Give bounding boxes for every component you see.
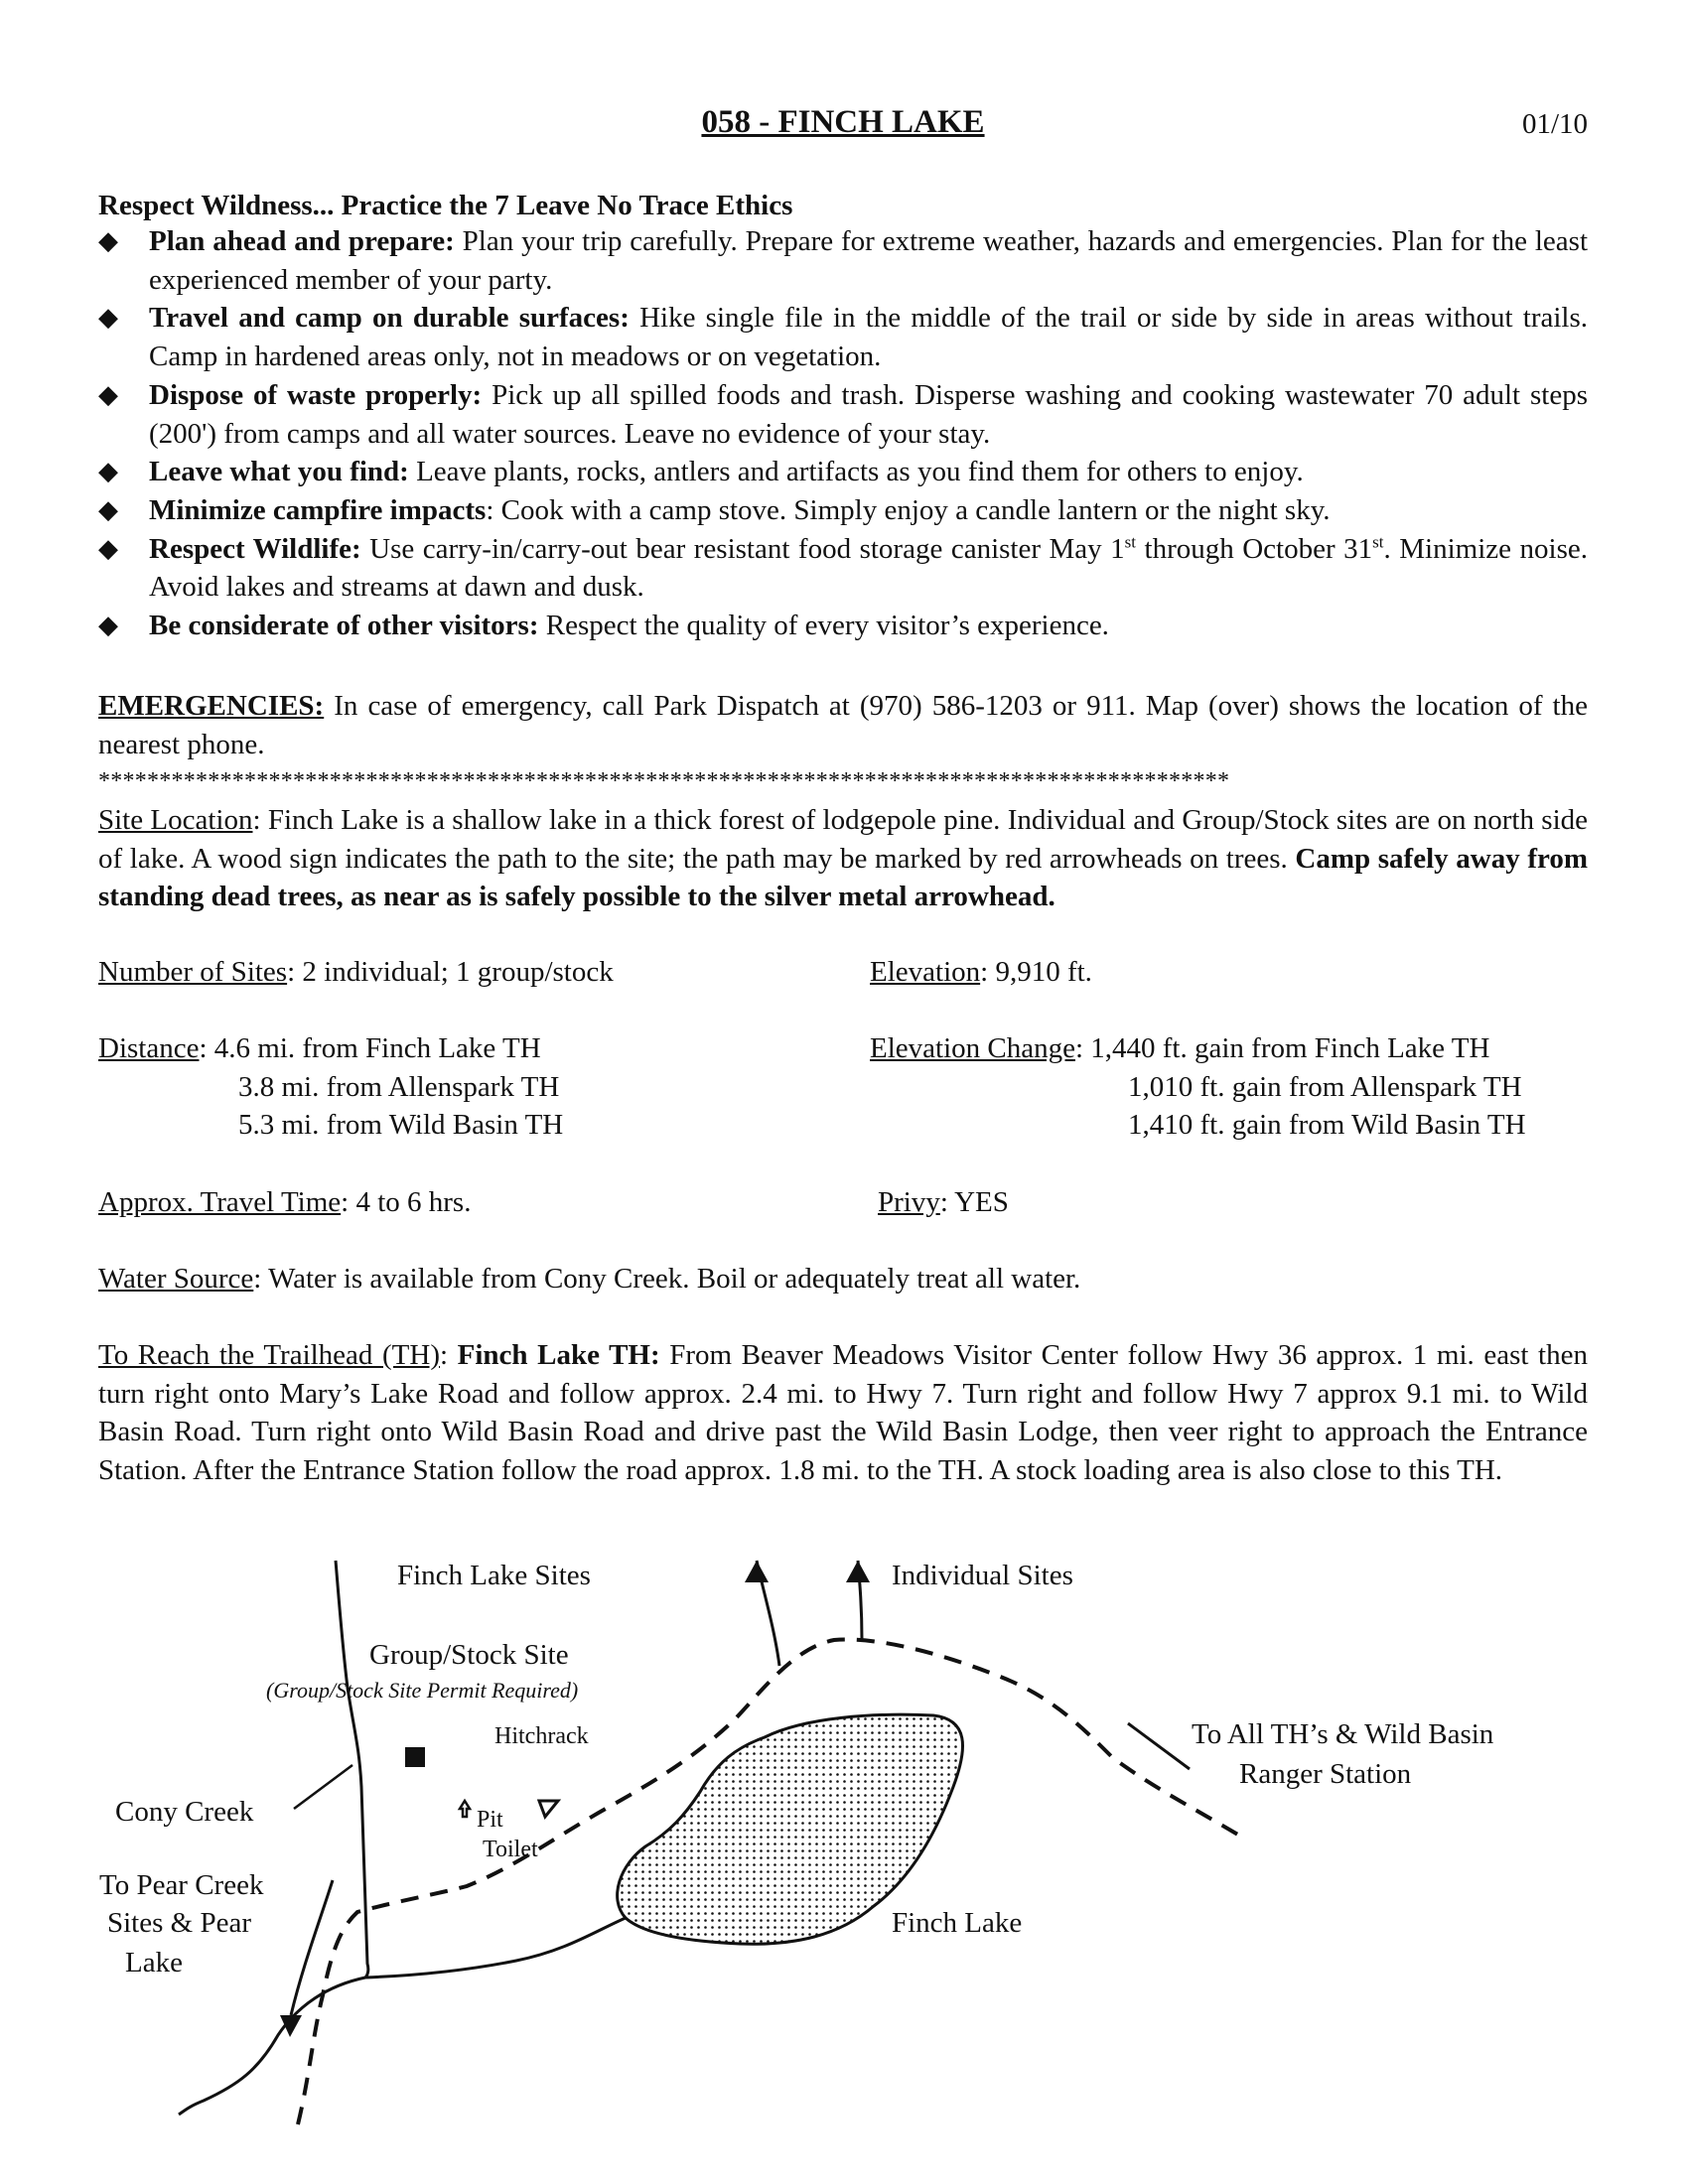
list-item bbox=[98, 453, 1588, 491]
map-label-group-stock-site: Group/Stock Site bbox=[369, 1639, 569, 1671]
sites-label: Number of Sites bbox=[98, 956, 288, 988]
site-location-paragraph bbox=[98, 801, 1588, 916]
diamond-bullet-icon: ◆ bbox=[98, 494, 118, 524]
list-item bbox=[98, 491, 1588, 530]
map-label-finch-lake-sites: Finch Lake Sites bbox=[397, 1560, 591, 1591]
list-item bbox=[98, 607, 1588, 645]
diamond-bullet-icon: ◆ bbox=[98, 226, 118, 255]
lnt-item-title: Be considerate of other visitors: bbox=[149, 610, 539, 642]
elevation-label: Elevation bbox=[870, 956, 981, 988]
diamond-bullet-icon: ◆ bbox=[98, 533, 118, 563]
trailhead-paragraph bbox=[98, 1336, 1588, 1490]
outlet-creek-line bbox=[365, 1918, 626, 1978]
map-label-ranger-station: Ranger Station bbox=[1239, 1758, 1412, 1790]
lnt-item-title: Plan ahead and prepare: bbox=[149, 225, 455, 257]
to-all-th-arrow-line bbox=[1128, 1723, 1190, 1769]
map-label-finch-lake: Finch Lake bbox=[892, 1907, 1023, 1939]
map-label-sites-pear: Sites & Pear bbox=[107, 1907, 251, 1939]
lnt-item-title: Leave what you find: bbox=[149, 456, 409, 488]
number-of-sites bbox=[98, 953, 614, 992]
list-item bbox=[98, 299, 1588, 375]
trailhead-separator: : bbox=[440, 1339, 458, 1371]
lnt-item-text: through October 31 bbox=[1136, 532, 1373, 565]
water-source-label: Water Source bbox=[98, 1263, 254, 1295]
trailhead-label: To Reach the Trailhead (TH) bbox=[98, 1339, 440, 1371]
cony-creek-leader bbox=[294, 1765, 352, 1809]
lnt-item-text: Leave plants, rocks, antlers and artifacts as you find them for others to enjoy. bbox=[408, 456, 1304, 488]
emergencies-text: In case of emergency, call Park Dispatch at (970) 586-1203 or 911. Map (over) shows the location of the nearest phone. bbox=[98, 690, 1588, 760]
site-location-label: Site Location bbox=[98, 804, 253, 836]
emergencies-label: EMERGENCIES: bbox=[98, 690, 325, 722]
lnt-item-text: Plan your trip carefully. Prepare for extreme weather, hazards and emergencies. Plan for the least experienced member of your party. bbox=[149, 225, 1589, 296]
hitchrack-icon bbox=[539, 1801, 558, 1817]
page-title: 058 - FINCH LAKE bbox=[701, 104, 985, 140]
superscript: st bbox=[1372, 531, 1384, 551]
pear-creek-trail bbox=[291, 1880, 333, 2015]
lnt-list bbox=[98, 222, 1588, 645]
distance-line: 3.8 mi. from Allenspark TH bbox=[238, 1071, 560, 1103]
list-item bbox=[98, 376, 1588, 453]
emergencies-paragraph bbox=[98, 687, 1588, 763]
map-label-individual-sites: Individual Sites bbox=[892, 1560, 1073, 1591]
site-location-text: : Finch Lake is a shallow lake in a thick forest of lodgepole pine. Individual and Group/Stock sites are on north side of lake. A wood sign indicates the path to the site; the path may be marked by red arrowheads on trees. bbox=[98, 804, 1588, 875]
map-label-toilet: Toilet bbox=[483, 1837, 538, 1862]
elevation-change-label: Elevation Change bbox=[870, 1032, 1075, 1064]
elevation bbox=[870, 953, 1092, 992]
map-label-hitchrack: Hitchrack bbox=[494, 1723, 589, 1749]
distance bbox=[98, 1029, 541, 1068]
lnt-item-title: Dispose of waste properly: bbox=[149, 378, 483, 411]
diamond-bullet-icon: ◆ bbox=[98, 379, 118, 409]
map-label-to-pear-creek: To Pear Creek bbox=[99, 1869, 264, 1901]
trailhead-name: Finch Lake TH: bbox=[457, 1339, 660, 1371]
map-label-pit: Pit bbox=[477, 1807, 503, 1833]
diamond-bullet-icon: ◆ bbox=[98, 303, 118, 333]
superscript: st bbox=[1124, 531, 1137, 551]
lnt-item-text: Hike single file in the middle of the trail or side by side in areas without trails. Camp in hardened areas only, not in meadows or on vegetation. bbox=[149, 302, 1588, 373]
distance-line: : 4.6 mi. from Finch Lake TH bbox=[199, 1032, 541, 1064]
elevation-change-line: : 1,440 ft. gain from Finch Lake TH bbox=[1074, 1032, 1490, 1064]
separator-line: ********************************************************************************************* bbox=[98, 768, 1230, 794]
lnt-item-text: Use carry-in/carry-out bear resistant food storage canister May 1 bbox=[360, 532, 1125, 565]
map-label-lake: Lake bbox=[125, 1947, 183, 1979]
travel-time-value: : 4 to 6 hrs. bbox=[341, 1186, 472, 1218]
trail-map bbox=[0, 1549, 1688, 2184]
lnt-item-text: . Minimize noise. Avoid lakes and streams at dawn and dusk. bbox=[149, 532, 1588, 604]
travel-time bbox=[98, 1183, 471, 1222]
lnt-item-text: : Cook with a camp stove. Simply enjoy a candle lantern or the night sky. bbox=[486, 493, 1331, 526]
diamond-bullet-icon: ◆ bbox=[98, 457, 118, 486]
privy bbox=[878, 1183, 1009, 1222]
arrow-up-icon bbox=[745, 1561, 769, 1582]
water-source-text: : Water is available from Cony Creek. Boil or adequately treat all water. bbox=[253, 1263, 1081, 1295]
trailhead-text: From Beaver Meadows Visitor Center follow Hwy 36 approx. 1 mi. east then turn right onto Mary’s Lake Road and follow approx. 2.4 mi. to Hwy 7. Turn right and follow Hwy 7 approx 9.1 mi. to Wild Basin Road. Turn right onto Wild Basin Road and drive past the Wild Basin Lodge, then veer right to approach the Entrance Station. After the Entrance Station follow the road approx. 1.8 mi. to the TH. A stock loading area is also close to this TH. bbox=[98, 1339, 1588, 1487]
map-label-cony-creek: Cony Creek bbox=[115, 1796, 254, 1828]
distance-line: 5.3 mi. from Wild Basin TH bbox=[238, 1109, 564, 1141]
elevation-change-line: 1,410 ft. gain from Wild Basin TH bbox=[1128, 1109, 1526, 1141]
elevation-change-line: 1,010 ft. gain from Allenspark TH bbox=[1128, 1071, 1522, 1103]
group-stock-site-marker bbox=[405, 1747, 425, 1767]
lnt-item-title: Minimize campfire impacts bbox=[149, 493, 487, 526]
site-location-warning: Camp safely away from standing dead trees, as near as is safely possible to the silver metal arrowhead. bbox=[98, 842, 1588, 913]
sites-value: : 2 individual; 1 group/stock bbox=[287, 956, 614, 988]
creek-southwest-line bbox=[179, 1978, 365, 2115]
lnt-item-title: Respect Wildlife: bbox=[149, 532, 361, 565]
travel-time-label: Approx. Travel Time bbox=[98, 1186, 342, 1218]
pit-toilet-icon bbox=[460, 1801, 470, 1817]
distance-label: Distance bbox=[98, 1032, 200, 1064]
arrow-up-icon bbox=[846, 1561, 870, 1582]
privy-value: : YES bbox=[939, 1186, 1009, 1218]
elevation-change bbox=[870, 1029, 1489, 1068]
map-label-permit-required: (Group/Stock Site Permit Required) bbox=[266, 1678, 579, 1703]
lnt-heading: Respect Wildness... Practice the 7 Leave No Trace Ethics bbox=[98, 190, 793, 221]
document-date: 01/10 bbox=[1521, 108, 1588, 140]
list-item bbox=[98, 222, 1588, 299]
lnt-item-text: Pick up all spilled foods and trash. Disperse washing and cooking wastewater 70 adult steps (200') from camps and all water sources. Leave no evidence of your stay. bbox=[149, 378, 1588, 450]
list-item bbox=[98, 530, 1588, 607]
diamond-bullet-icon: ◆ bbox=[98, 611, 118, 640]
water-source-paragraph bbox=[98, 1260, 1588, 1298]
elevation-value: : 9,910 ft. bbox=[980, 956, 1092, 988]
privy-label: Privy bbox=[878, 1186, 940, 1218]
map-label-to-all-th: To All TH’s & Wild Basin bbox=[1192, 1718, 1494, 1750]
lnt-item-title: Travel and camp on durable surfaces: bbox=[149, 302, 630, 335]
lnt-item-text: Respect the quality of every visitor’s experience. bbox=[538, 610, 1109, 642]
